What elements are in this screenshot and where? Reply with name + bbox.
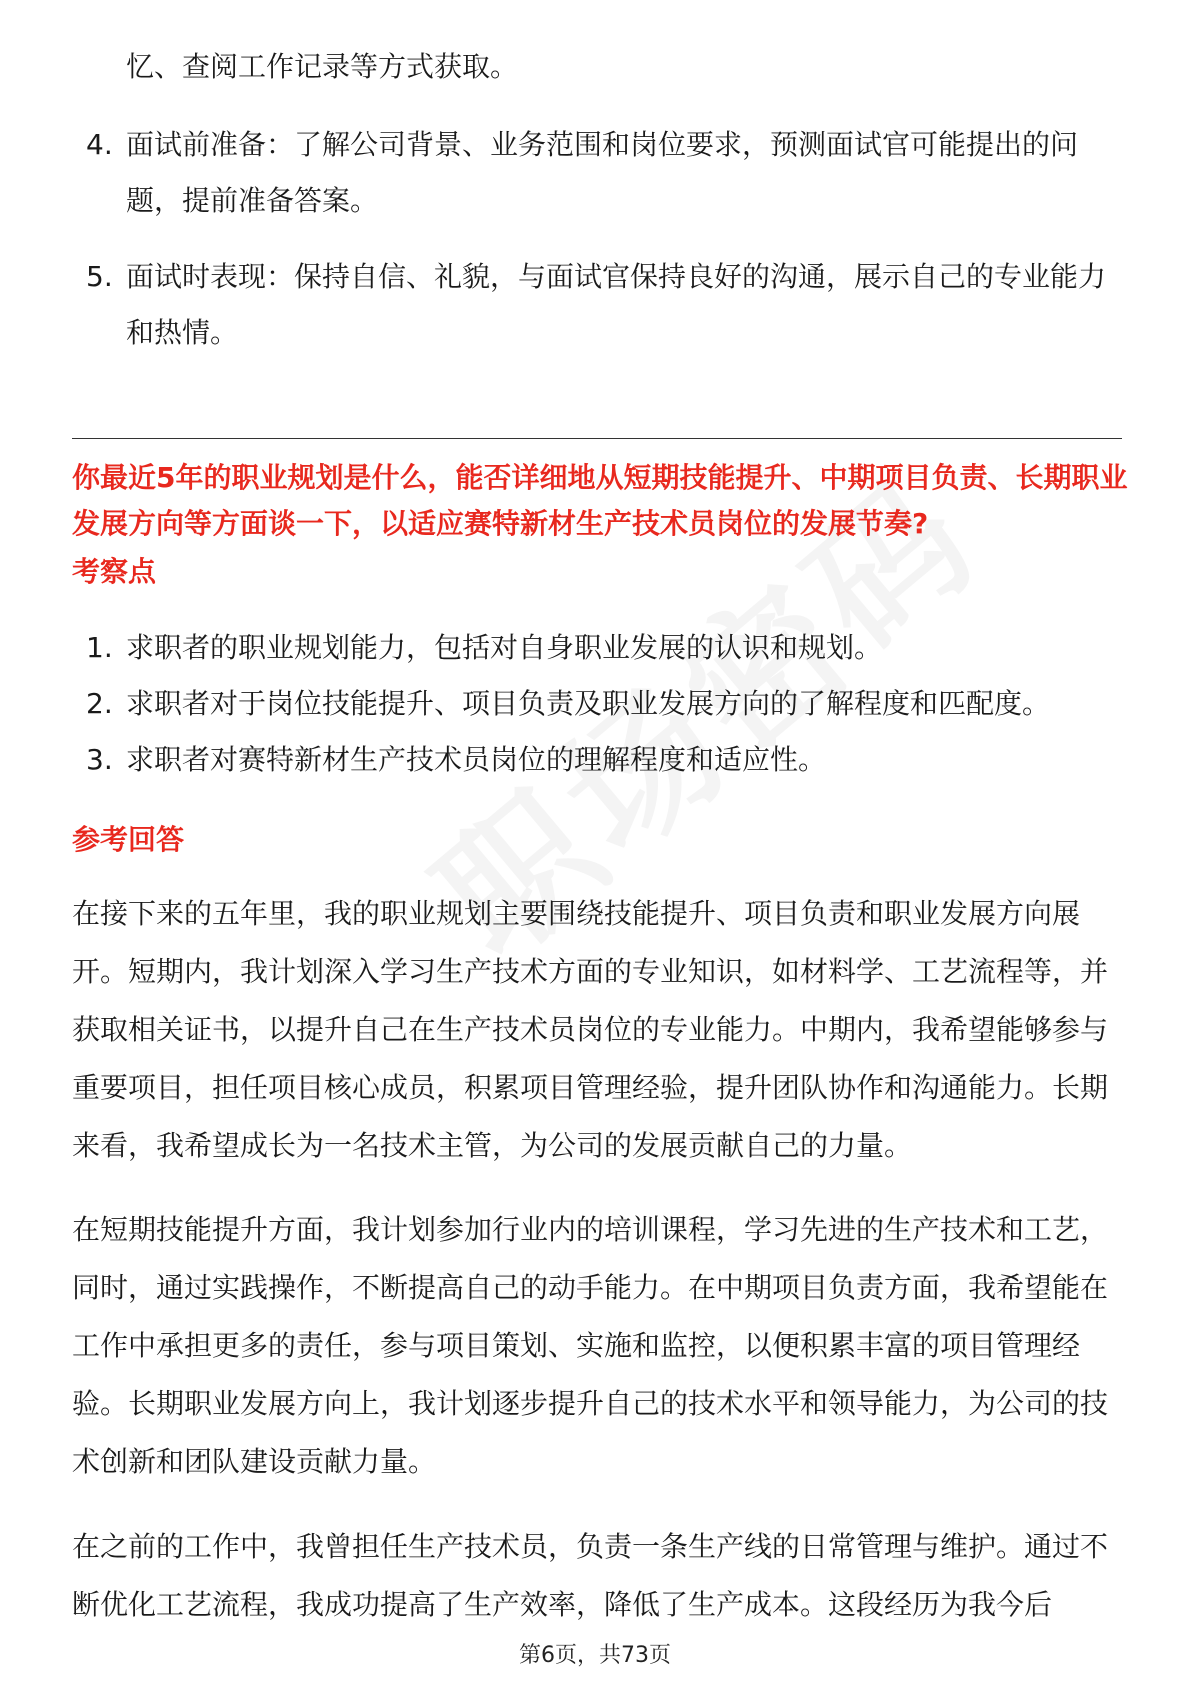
list-text: 面试前准备：了解公司背景、业务范围和岗位要求，预测面试官可能提出的问题，提前准备答案。 (126, 128, 1079, 217)
section-divider (72, 438, 1122, 439)
list-item (72, 620, 1116, 676)
answer-paragraph: 在接下来的五年里，我的职业规划主要围绕技能提升、项目负责和职业发展方向展开。短期内，我计划深入学习生产技术方面的专业知识，如材料学、工艺流程等，并获取相关证书，以提升自己在生产技术员岗位的专业能力。中期内，我希望能够参与重要项目，担任项目核心成员，积累项目管理经验，提升团队协作和沟通能力。长期来看，我希望成长为一名技术主管，为公司的发展贡献自己的力量。 (72, 897, 1109, 1162)
list-text: 求职者的职业规划能力，包括对自身职业发展的认识和规划。 (126, 631, 883, 664)
list-item (72, 249, 1116, 361)
answer-paragraph: 在之前的工作中，我曾担任生产技术员，负责一条生产线的日常管理与维护。通过不断优化工艺流程，我成功提高了生产效率，降低了生产成本。这段经历为我今后 (72, 1530, 1109, 1621)
list-text: 求职者对赛特新材生产技术员岗位的理解程度和适应性。 (126, 743, 827, 776)
list-number: 4. (86, 128, 113, 161)
answer-paragraph: 在短期技能提升方面，我计划参加行业内的培训课程，学习先进的生产技术和工艺，同时，通过实践操作，不断提高自己的动手能力。在中期项目负责方面，我希望能在工作中承担更多的责任，参与项目策划、实施和监控，以便积累丰富的项目管理经验。长期职业发展方向上，我计划逐步提升自己的技术水平和领导能力，为公司的技术创新和团队建设贡献力量。 (72, 1213, 1109, 1478)
page-footer: 第6页，共73页 (519, 1643, 671, 1668)
answer-heading: 参考回答 (72, 823, 185, 856)
focus-heading: 考察点 (72, 555, 157, 588)
list-item (72, 676, 1116, 732)
list-number: 5. (86, 260, 113, 293)
continuation-text: 忆、查阅工作记录等方式获取。 (126, 50, 519, 83)
list-number: 3. (86, 743, 113, 776)
list-item (72, 117, 1116, 229)
list-number: 1. (86, 631, 113, 664)
previous-list (72, 117, 1116, 361)
list-text: 面试时表现：保持自信、礼貌，与面试官保持良好的沟通，展示自己的专业能力和热情。 (126, 260, 1107, 349)
list-text: 求职者对于岗位技能提升、项目负责及职业发展方向的了解程度和匹配度。 (126, 687, 1051, 720)
interview-question: 你最近5年的职业规划是什么，能否详细地从短期技能提升、中期项目负责、长期职业发展方向等方面谈一下，以适应赛特新材生产技术员岗位的发展节奏? (72, 461, 1128, 540)
list-number: 2. (86, 687, 113, 720)
list-item (72, 732, 1116, 788)
focus-list (72, 620, 1116, 788)
